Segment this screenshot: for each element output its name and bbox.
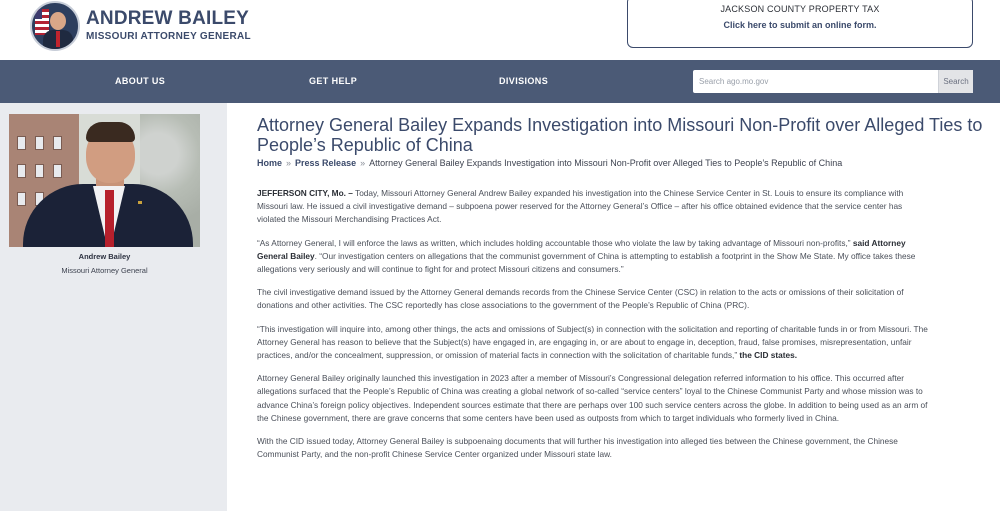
breadcrumb-press-release[interactable]: Press Release [295,158,357,168]
quote-attribution: said Attorney General Bailey [257,237,906,261]
nav-about-us[interactable]: ABOUT US [115,76,166,86]
article-paragraph [257,187,933,227]
article-main [227,103,1000,511]
logo-subtitle: MISSOURI ATTORNEY GENERAL [86,31,251,42]
breadcrumb [257,158,842,168]
breadcrumb-current: Attorney General Bailey Expands Investigation into Missouri Non-Profit over Alleged Ties to People’s Republic of China [369,158,843,168]
property-tax-title: JACKSON COUNTY PROPERTY TAX [720,4,880,14]
site-logo[interactable] [30,0,251,52]
article-paragraph: Attorney General Bailey originally launched this investigation in 2023 after a member of Missouri’s Congressional delegation referred information to his office. This occurred after allegations surfaced that the People’s Republic of China was creating a global network of so-called “service centers” loyal to the Chinese Communist Party and whose mission was to advance China’s foreign policy objectives. Independent sources estimate that there are perhaps over 100 such service centers across the globe. In addition to being used as an arm of the Chinese government, there are grave concerns that some centers have been used as outposts from which to target individuals who formerly lived in China. [257,373,928,423]
sidebar-name: Andrew Bailey [78,252,131,261]
article-paragraph [257,237,933,277]
quote-text: . “Our investigation centers on allegations that the communist government of China is attempting to establish a footprint in the Show Me State. My office takes these allegations very seriously and will continue to fight for and protect Missouri citizens and consumers.” [257,250,916,275]
breadcrumb-separator: » [286,158,292,168]
article-paragraph [257,323,933,363]
quote-text: “As Attorney General, I will enforce the laws as written, which includes holding accountable those who violate the law by taking advantage of Missouri non-profits,” [257,237,853,248]
article-body [257,187,933,471]
ag-portrait-photo [9,114,200,247]
sidebar [0,103,227,511]
property-tax-form-link[interactable]: Click here to submit an online form. [723,20,877,30]
article-headline: Attorney General Bailey Expands Investigation into Missouri Non-Profit over Alleged Ties to People’s Republic of China [257,115,983,155]
ag-portrait-seal-icon [30,1,80,51]
main-nav [0,60,1000,103]
nav-get-help[interactable]: GET HELP [309,76,358,86]
search-button[interactable]: Search [938,70,973,93]
search-input[interactable] [693,70,938,93]
paragraph-text: Today, Missouri Attorney General Andrew Bailey expanded his investigation into the Chinese Service Center in St. Louis to ensure its compliance with Missouri law. He issued a civil investigative demand – subpoena power reserved for the Attorney General’s Office – after his office obtained evidence that the service center has violated the Missouri Merchandising Practices Act. [257,188,904,225]
site-header [0,0,1000,60]
nav-divisions[interactable]: DIVISIONS [499,76,549,86]
breadcrumb-separator: » [360,158,366,168]
quote-attribution: the CID states. [739,350,798,361]
property-tax-notice [627,0,973,48]
article-paragraph: With the CID issued today, Attorney General Bailey is subpoenaing documents that will further his investigation into alleged ties between the Chinese government, the Chinese Communist Party, and the non-profit Chinese Service Center organized under Missouri state law. [257,436,898,460]
breadcrumb-home[interactable]: Home [257,158,283,168]
sidebar-title: Missouri Attorney General [61,266,148,275]
search-box [693,70,973,93]
logo-name: ANDREW BAILEY [86,8,250,29]
dateline: JEFFERSON CITY, Mo. – [257,188,353,198]
quote-text: “This investigation will inquire into, among other things, the acts and omissions of Subject(s) in connection with the solicitation and reporting of charitable funds in or from Missouri. The Attorney General has reason to believe that the Subject(s) have engaged in, are engaging in, or are about to engage in, deception, fraud, false promises, misrepresentation, unfair practices, and/or the concealment, suppression, or omission of material facts in connection with the solicitation of charitable funds,” [257,323,928,361]
logo-text [86,9,251,43]
article-paragraph: The civil investigative demand issued by the Attorney General demands records from the Chinese Service Center (CSC) in relation to the acts or omissions of their solicitation of donations and other activities. The CSC reportedly has close associations to the government of the People’s Republic of China (PRC). [257,287,904,311]
